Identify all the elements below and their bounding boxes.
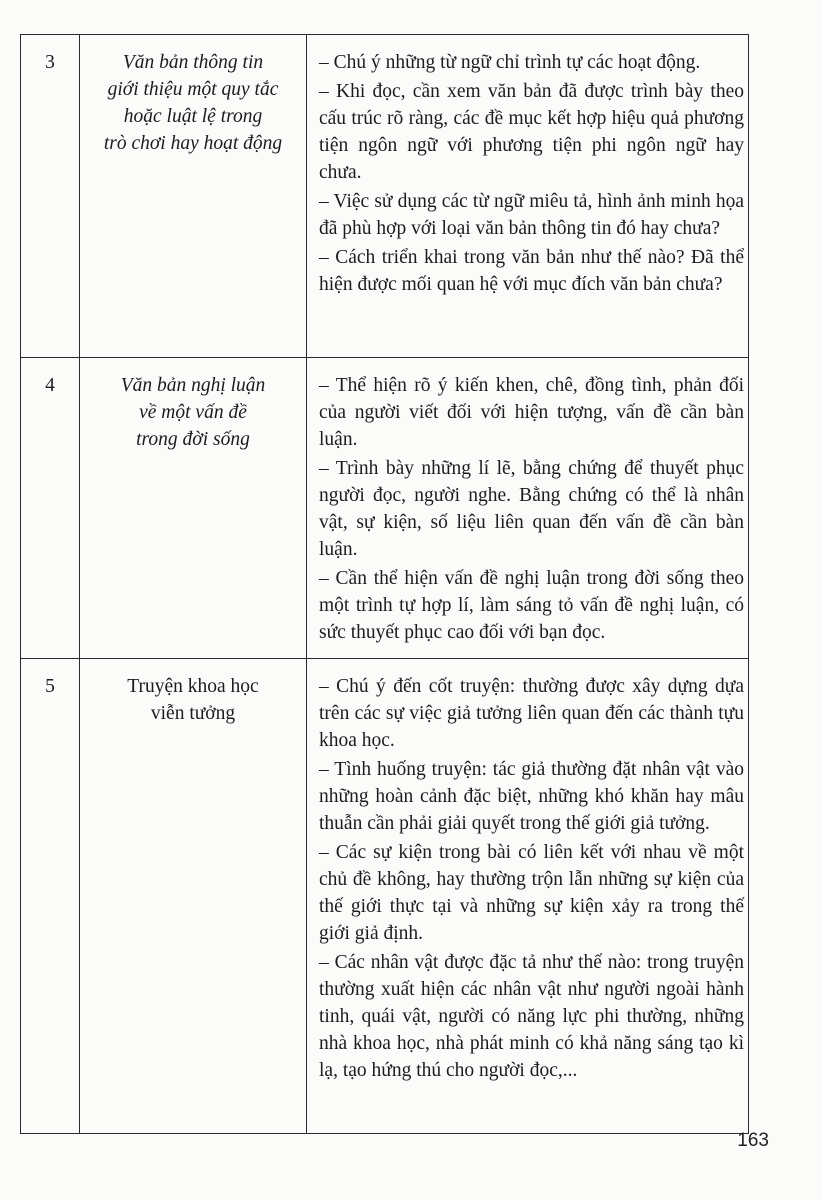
- note-item: – Việc sử dụng các từ ngữ miêu tả, hình ảnh minh họa đã phù hợp với loại văn bản thông tin đó hay chưa?: [319, 191, 744, 239]
- note-item: – Tình huống truyện: tác giả thường đặt nhân vật vào những hoàn cảnh đặc biệt, những khó khăn hay mâu thuẫn cần phải giải quyết trong thế giới giả tưởng.: [319, 759, 744, 834]
- reading-notes-cell: [307, 659, 749, 1134]
- row-number: 4: [21, 358, 80, 659]
- text-type-label: Văn bản thông tin giới thiệu một quy tắc hoặc luật lệ trong trò chơi hay hoạt động: [103, 52, 283, 154]
- text-type-cell: [80, 659, 307, 1134]
- note-item: – Chú ý những từ ngữ chỉ trình tự các hoạt động.: [319, 52, 701, 73]
- reading-notes-cell: [307, 35, 749, 358]
- row-number: 3: [21, 35, 80, 358]
- note-item: – Chú ý đến cốt truyện: thường được xây dựng dựa trên các sự việc giả tưởng liên quan đến các thành tựu khoa học.: [319, 676, 744, 751]
- text-type-label: Truyện khoa học viễn tưởng: [127, 676, 259, 724]
- note-item: – Trình bày những lí lẽ, bằng chứng để thuyết phục người đọc, người nghe. Bằng chứng có thể là nhân vật, sự kiện, số liệu liên quan đến vấn đề cần bàn luận.: [319, 458, 744, 560]
- note-item: – Khi đọc, cần xem văn bản đã được trình bày theo cấu trúc rõ ràng, các đề mục kết hợp hiệu quả phương tiện ngôn ngữ với phương tiện phi ngôn ngữ hay chưa.: [319, 81, 744, 183]
- text-type-label: Văn bản nghị luận về một vấn đề trong đời sống: [120, 375, 266, 450]
- note-item: – Thể hiện rõ ý kiến khen, chê, đồng tình, phản đối của người viết đối với hiện tượng, vấn đề cần bàn luận.: [319, 375, 744, 450]
- note-item: – Các sự kiện trong bài có liên kết với nhau về một chủ đề không, hay thường trộn lẫn những sự kiện của thế giới thực tại và những sự kiện xảy ra trong thế giới giả định.: [319, 842, 744, 944]
- note-item: – Cách triển khai trong văn bản như thế nào? Đã thể hiện được mối quan hệ với mục đích văn bản chưa?: [319, 247, 744, 295]
- table-row: [21, 358, 749, 659]
- text-types-table: [20, 34, 749, 1134]
- note-item: – Các nhân vật được đặc tả như thế nào: trong truyện thường xuất hiện các nhân vật như người ngoài hành tinh, quái vật, người có năng lực phi thường, những nhà khoa học, nhà phát minh có khả năng sáng tạo kì lạ, tạo hứng thú cho người đọc,...: [319, 952, 744, 1081]
- page-number: 163: [737, 1130, 769, 1151]
- text-type-cell: [80, 358, 307, 659]
- table-row: [21, 35, 749, 358]
- text-type-cell: [80, 35, 307, 358]
- reading-notes-cell: [307, 358, 749, 659]
- note-item: – Cần thể hiện vấn đề nghị luận trong đời sống theo một trình tự hợp lí, làm sáng tỏ vấn đề nghị luận, có sức thuyết phục cao đối với bạn đọc.: [319, 568, 744, 643]
- row-number: 5: [21, 659, 80, 1134]
- table-row: [21, 659, 749, 1134]
